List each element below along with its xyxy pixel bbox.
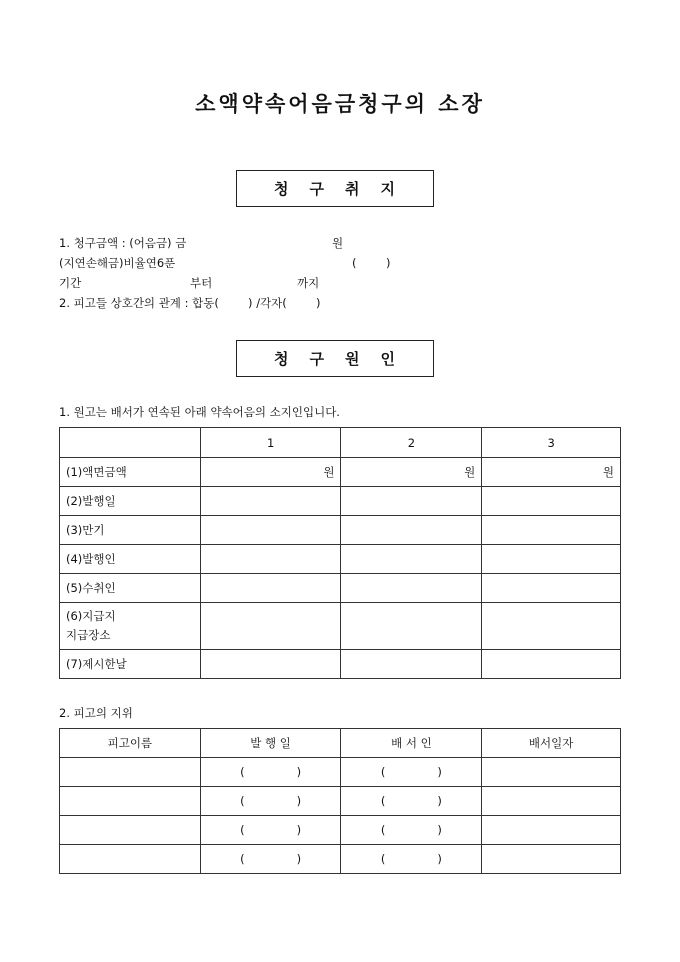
table-cell <box>341 603 482 650</box>
column-header: 3 <box>482 428 621 458</box>
heading-char: 청 <box>274 180 290 198</box>
row-label <box>60 603 201 650</box>
heading-char: 구 <box>309 180 325 198</box>
table-cell <box>482 603 621 650</box>
heading-char: 인 <box>380 350 396 368</box>
defendant-table <box>59 728 621 874</box>
document-title: 소액약속어음금청구의 소장 <box>195 91 485 116</box>
column-header: 배 서 인 <box>341 729 482 758</box>
column-header: 배서일자 <box>482 729 621 758</box>
table-cell <box>60 845 201 874</box>
table-header-row <box>60 729 621 758</box>
amount-cell: 원 <box>482 458 621 487</box>
table-cell <box>482 787 621 816</box>
claim-cause-heading <box>236 340 434 377</box>
table-header-row <box>60 428 621 458</box>
table-cell <box>482 487 621 516</box>
table-row <box>60 487 621 516</box>
heading-char: 구 <box>309 350 325 368</box>
table-cell <box>482 845 621 874</box>
table-row <box>60 816 621 845</box>
interest-label: (지연손해금)비율연6푼 <box>59 256 176 270</box>
issue-date-cell <box>200 816 341 845</box>
table-cell <box>482 545 621 574</box>
open-paren: ( <box>240 823 245 837</box>
heading-char: 취 <box>345 180 361 198</box>
open-paren: ( <box>240 852 245 866</box>
close-paren: ) <box>437 794 442 808</box>
claim-purpose-heading <box>236 170 434 207</box>
amount-cell: 원 <box>200 458 341 487</box>
heading-char: 원 <box>345 350 361 368</box>
column-header: 피고이름 <box>60 729 201 758</box>
table-cell <box>200 603 341 650</box>
table-row <box>60 545 621 574</box>
issue-date-cell <box>200 758 341 787</box>
table-cell <box>341 650 482 679</box>
table-cell <box>482 574 621 603</box>
table-row <box>60 603 621 650</box>
period-label: 기간 <box>59 276 82 290</box>
table-row <box>60 574 621 603</box>
period-from: 부터 <box>190 276 213 290</box>
claim-amount-unit: 원 <box>332 236 344 250</box>
table-cell <box>200 487 341 516</box>
table-cell <box>482 758 621 787</box>
row-label: (4)발행인 <box>60 545 201 574</box>
claim-amount-label: 1. 청구금액 : (어음금) 금 <box>59 236 187 250</box>
table-cell <box>482 650 621 679</box>
open-paren: ( <box>380 823 386 837</box>
table-cell <box>200 574 341 603</box>
table-cell <box>341 516 482 545</box>
open-paren: ( <box>380 794 386 808</box>
close-paren: ) <box>296 765 302 779</box>
row-label: (1)액면금액 <box>60 458 201 487</box>
row-label-line: 지급장소 <box>66 628 111 642</box>
column-header: 발 행 일 <box>200 729 341 758</box>
table-row <box>60 650 621 679</box>
endorser-cell <box>341 845 482 874</box>
table-cell <box>341 487 482 516</box>
table-row <box>60 845 621 874</box>
amount-cell: 원 <box>341 458 482 487</box>
table-row <box>60 758 621 787</box>
table-cell <box>341 574 482 603</box>
promissory-note-table <box>59 427 621 679</box>
row-label: (3)만기 <box>60 516 201 545</box>
defendant-relation: 2. 피고들 상호간의 관계 : 합동( ) /각자( ) <box>59 296 321 310</box>
close-paren: ) <box>296 852 302 866</box>
close-paren: ) <box>296 794 302 808</box>
cause-intro: 1. 원고는 배서가 연속된 아래 약속어음의 소지인입니다. <box>59 405 340 419</box>
table-cell <box>341 545 482 574</box>
table-cell <box>60 816 201 845</box>
interest-close-paren: ) <box>386 256 391 270</box>
row-label-line: (6)지급지 <box>66 609 116 623</box>
close-paren: ) <box>437 852 442 866</box>
table-cell <box>482 516 621 545</box>
open-paren: ( <box>240 794 245 808</box>
table-row <box>60 516 621 545</box>
issue-date-cell <box>200 787 341 816</box>
row-label: (5)수취인 <box>60 574 201 603</box>
column-header: 1 <box>200 428 341 458</box>
table-cell <box>60 428 201 458</box>
table-row <box>60 787 621 816</box>
close-paren: ) <box>437 765 442 779</box>
table-cell <box>200 650 341 679</box>
endorser-cell <box>341 758 482 787</box>
column-header: 2 <box>341 428 482 458</box>
close-paren: ) <box>296 823 302 837</box>
period-until: 까지 <box>297 276 320 290</box>
open-paren: ( <box>380 852 386 866</box>
heading-char: 청 <box>274 350 290 368</box>
row-label: (7)제시한날 <box>60 650 201 679</box>
table-cell <box>200 516 341 545</box>
endorser-cell <box>341 816 482 845</box>
row-label: (2)발행일 <box>60 487 201 516</box>
open-paren: ( <box>380 765 386 779</box>
table-cell <box>482 816 621 845</box>
defendant-status-title: 2. 피고의 지위 <box>59 706 133 720</box>
heading-char: 지 <box>380 180 396 198</box>
close-paren: ) <box>437 823 442 837</box>
issue-date-cell <box>200 845 341 874</box>
open-paren: ( <box>240 765 245 779</box>
table-cell <box>200 545 341 574</box>
endorser-cell <box>341 787 482 816</box>
table-cell <box>60 787 201 816</box>
interest-open-paren: ( <box>352 256 357 270</box>
table-cell <box>60 758 201 787</box>
table-row <box>60 458 621 487</box>
